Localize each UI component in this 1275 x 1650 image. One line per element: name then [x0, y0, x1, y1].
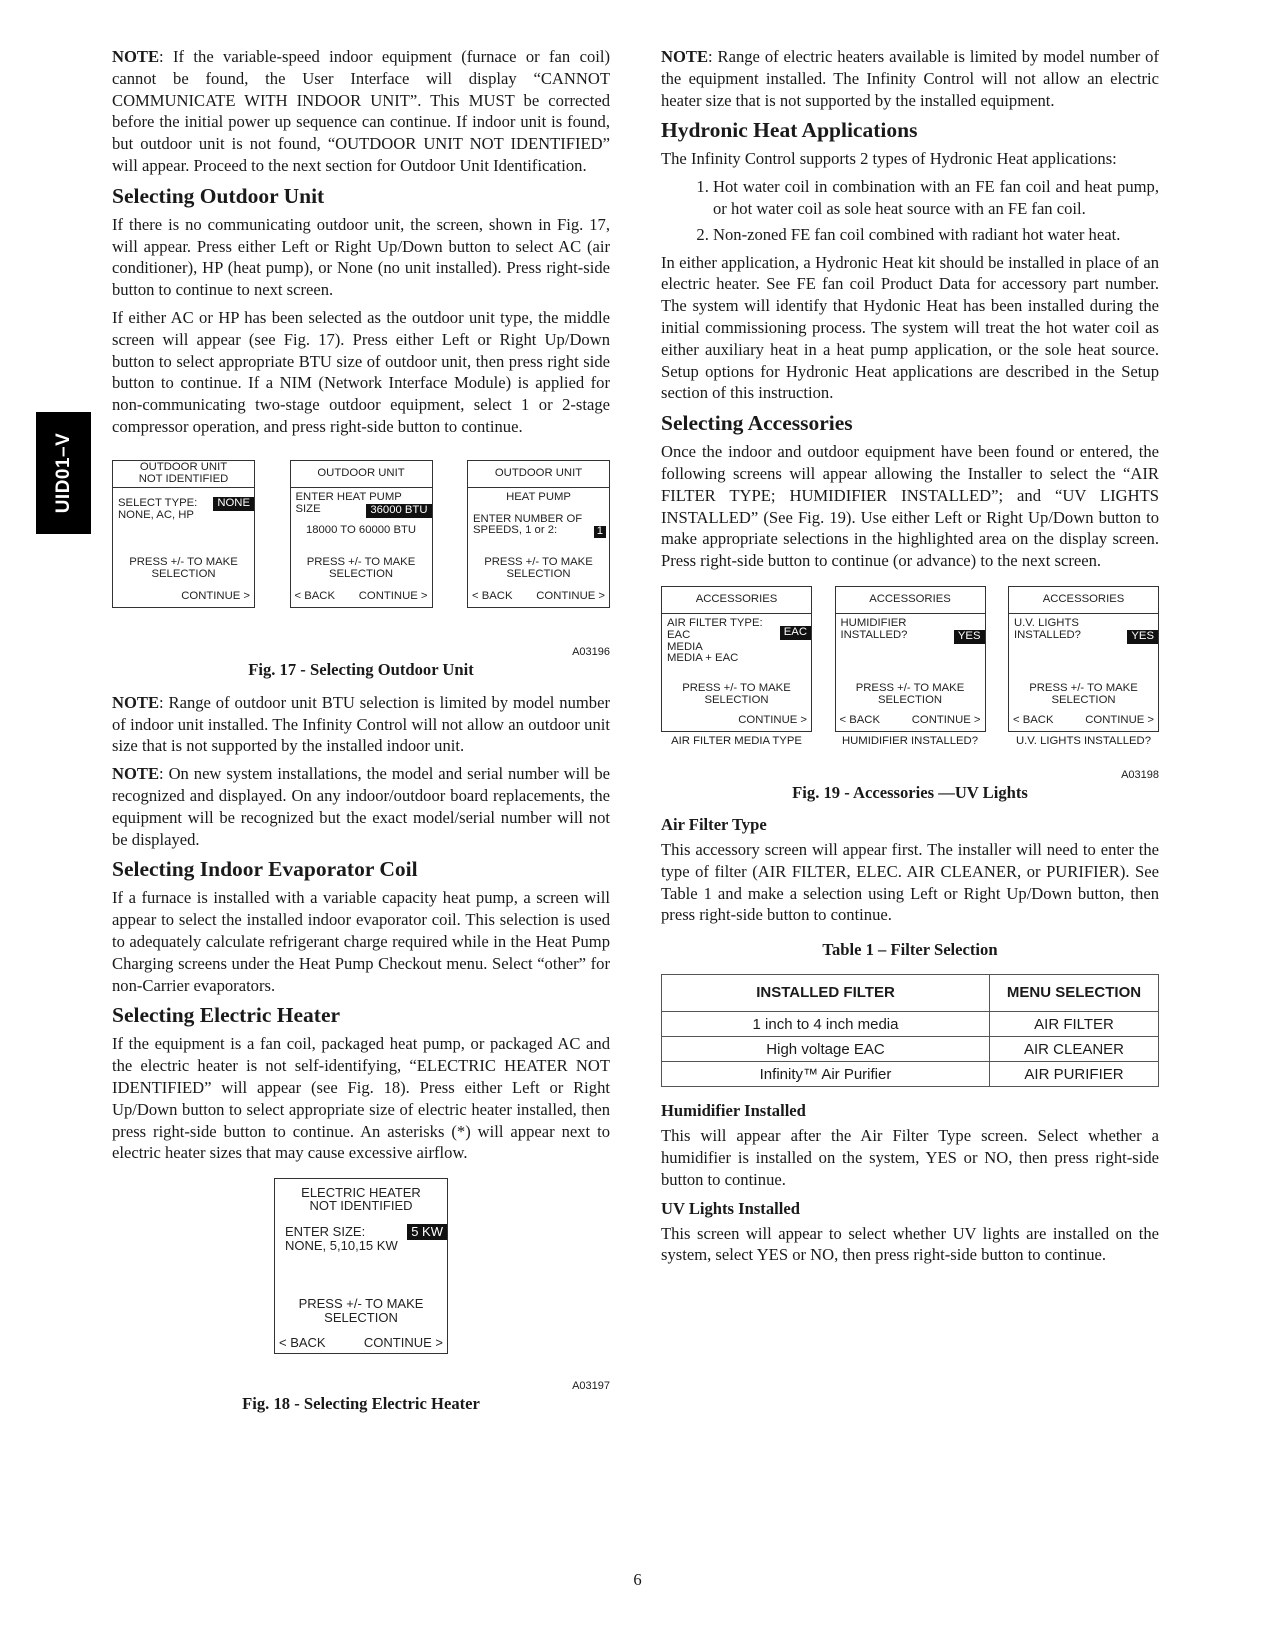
fig17-screens: [112, 460, 610, 608]
paragraph: The Infinity Control supports 2 types of Hydronic Heat applications:: [661, 149, 1117, 169]
screen-electric-heater: ELECTRIC HEATER NOT IDENTIFIED ENTER SIZE: 5 KW NONE, 5,10,15 KW PRESS +/- TO MAKE SELECTION < BACK CONTINUE >: [274, 1178, 448, 1354]
screen-humidifier: ACCESSORIES HUMIDIFIER INSTALLED? YES PRESS +/- TO MAKE SELECTION < BACK CONTINUE >: [835, 586, 986, 732]
paragraph: In either application, a Hydronic Heat kit should be installed in place of an electric heater. See FE fan coil Product Data for accessory part number. The system will identify that Hydonic Heat has been installed during the initial commissioning process. The system will treat the hot water coil as either auxiliary heat in a heat pump application, or the sole heat source. Setup options for Hydronic Heat applications are described in the Setup section of this instruction.: [661, 252, 1159, 403]
figure-id: A03196: [572, 645, 610, 658]
screen-caption: AIR FILTER MEDIA TYPE: [671, 734, 802, 747]
selected-value: 5 KW: [407, 1224, 447, 1240]
selected-value: NONE: [213, 497, 254, 511]
note-paragraph: NOTE: Range of electric heaters available is limited by model number of the equipment installed. The Infinity Control will not allow an electric heater size that is not supported by the installed equipment.: [661, 47, 1159, 110]
note-paragraph: NOTE: If the variable-speed indoor equipment (furnace or fan coil) cannot be found, the User Interface will display “CANNOT COMMUNICATE WITH INDOOR UNIT”. This MUST be corrected before the initial power up sequence can continue. If indoor unit is found, but outdoor unit is not found, “OUTDOOR UNIT NOT IDENTIFIED” will appear. Proceed to the next section for Outdoor Unit Identification.: [112, 47, 610, 175]
paragraph: This screen will appear to select whether UV lights are installed on the system, select YES or NO, then press right-side button to continue.: [661, 1223, 1159, 1265]
section-tab-label: UID01–V: [52, 432, 74, 514]
screen-outdoor-speeds: OUTDOOR UNIT HEAT PUMP ENTER NUMBER OF SPEEDS, 1 or 2: 1 PRESS +/- TO MAKE SELECTION < BACK CONTINUE >: [467, 460, 610, 608]
screen-caption: HUMIDIFIER INSTALLED?: [841, 734, 978, 747]
section-heading-hydronic: Hydronic Heat Applications: [661, 118, 918, 143]
selected-value: 1: [594, 526, 606, 538]
screen-caption: U.V. LIGHTS INSTALLED?: [1016, 734, 1151, 747]
back-button: < BACK: [472, 589, 513, 602]
table-title: Table 1 – Filter Selection: [822, 940, 998, 960]
left-column: [112, 46, 610, 1426]
back-button: < BACK: [839, 714, 880, 727]
selected-value: YES: [1127, 630, 1158, 644]
note-paragraph: NOTE: Range of outdoor unit BTU selection is limited by model number of indoor unit installed. The Infinity Control will not allow an outdoor unit size that is not supported by the installed indoor unit.: [112, 692, 610, 756]
back-button: < BACK: [1013, 714, 1054, 727]
paragraph: If either AC or HP has been selected as the outdoor unit type, the middle screen will appear (see Fig. 17). Press either Left or Right Up/Down button to select appropriate BTU size of outdoor unit, then press right side button to continue. If a NIM (Network Interface Module) is applied for non-communicating two-stage outdoor equipment, select 1 or 2-stage compressor operation, and press right-side button to continue.: [112, 307, 610, 436]
table-row: Infinity™ Air Purifier AIR PURIFIER: [662, 1062, 1159, 1087]
list-item: 2. Non-zoned FE fan coil combined with radiant hot water heat.: [713, 224, 1159, 246]
back-button: < BACK: [279, 1334, 326, 1350]
figure-caption: Fig. 19 - Accessories —UV Lights: [792, 782, 1028, 802]
paragraph: This accessory screen will appear first. The installer will need to enter the type of filter (AIR FILTER, ELEC. AIR CLEANER, or PURIFIER). See Table 1 and make a selection using Left or Right Up/Down button, then press right-side button to continue.: [661, 839, 1159, 925]
screen-uv-lights: ACCESSORIES U.V. LIGHTS INSTALLED? YES PRESS +/- TO MAKE SELECTION < BACK CONTINUE >: [1008, 586, 1159, 732]
section-heading-evaporator-coil: Selecting Indoor Evaporator Coil: [112, 857, 418, 882]
figure-id: A03198: [1121, 768, 1159, 781]
subheading-uv-lights: UV Lights Installed: [661, 1198, 800, 1218]
selected-value: YES: [954, 630, 985, 644]
section-heading-electric-heater: Selecting Electric Heater: [112, 1003, 341, 1028]
continue-button: CONTINUE >: [181, 589, 250, 602]
selected-value: EAC: [780, 626, 811, 640]
table-row: 1 inch to 4 inch media AIR FILTER: [662, 1012, 1159, 1037]
continue-button: CONTINUE >: [738, 714, 807, 727]
back-button: < BACK: [294, 589, 335, 602]
fig19-screens: [661, 586, 1159, 747]
note-paragraph: NOTE: On new system installations, the model and serial number will be recognized and displayed. On any indoor/outdoor board replacements, the equipment will be recognized but the exact model/serial number will not be displayed.: [112, 764, 610, 849]
section-heading-outdoor-unit: Selecting Outdoor Unit: [112, 183, 325, 208]
continue-button: CONTINUE >: [1085, 714, 1154, 727]
table-row: High voltage EAC AIR CLEANER: [662, 1037, 1159, 1062]
paragraph: If the equipment is a fan coil, packaged heat pump, or packaged AC and the electric heater is not self-identifying, “ELECTRIC HEATER NOT IDENTIFIED” will appear (see Fig. 18). Press either Left or Right Up/Down button to select appropriate size of electric heater installed, then press right-side button to continue. An asterisks (*) will appear next to electric heater sizes that may cause excessive airflow.: [112, 1034, 610, 1163]
paragraph: Once the indoor and outdoor equipment have been found or entered, the following screens will appear allowing the Installer to select the “AIR FILTER TYPE; HUMIDIFIER INSTALLED”; and “UV LIGHTS INSTALLED” (See Fig. 19). Use either Left or Right Up/Down button to make appropriate selections in the highlighted area on the display screen. Press right-side button to continue (or advance) to the next screen.: [661, 442, 1159, 571]
list-item: 1. Hot water coil in combination with an FE fan coil and heat pump, or hot water coil as sole heat source with an FE fan coil.: [713, 176, 1159, 220]
figure-caption: Fig. 17 - Selecting Outdoor Unit: [248, 659, 474, 679]
table-header-row: INSTALLED FILTER MENU SELECTION: [662, 975, 1159, 1012]
right-column: [661, 46, 1159, 1272]
subheading-air-filter-type: Air Filter Type: [661, 814, 767, 834]
paragraph: If a furnace is installed with a variable capacity heat pump, a screen will appear to select the installed indoor evaporator coil. This selection is used to adequately calculate refrigerant charge required while in the Heat Pump Charging screens under the Heat Pump Checkout menu. Select “other” for non-Carrier evaporators.: [112, 888, 610, 995]
subheading-humidifier: Humidifier Installed: [661, 1101, 806, 1121]
continue-button: CONTINUE >: [911, 714, 981, 727]
section-heading-accessories: Selecting Accessories: [661, 411, 853, 436]
continue-button: CONTINUE >: [363, 1334, 443, 1350]
continue-button: CONTINUE >: [358, 589, 428, 602]
section-tab: [36, 412, 91, 534]
figure-caption: Fig. 18 - Selecting Electric Heater: [242, 1394, 480, 1414]
figure-id: A03197: [572, 1380, 610, 1393]
hydronic-list: [661, 176, 1159, 245]
selected-value: 36000 BTU: [366, 504, 431, 518]
screen-air-filter: ACCESSORIES AIR FILTER TYPE: EAC EAC MEDIA MEDIA + EAC PRESS +/- TO MAKE SELECTION CONTINUE >: [661, 586, 812, 732]
continue-button: CONTINUE >: [536, 589, 605, 602]
filter-selection-table: [661, 974, 1159, 1087]
screen-outdoor-size: OUTDOOR UNIT ENTER HEAT PUMP 36000 BTU SIZE 18000 TO 60000 BTU PRESS +/- TO MAKE SELECTION < BACK CONTINUE >: [290, 460, 433, 608]
paragraph: If there is no communicating outdoor unit, the screen, shown in Fig. 17, will appear. Press either Left or Right Up/Down button to select AC (air conditioner), HP (heat pump), or None (no unit installed). Press right-side button to continue to next screen.: [112, 214, 610, 300]
page-number: 6: [633, 1570, 642, 1589]
paragraph: This will appear after the Air Filter Type screen. Select whether a humidifier is installed on the system, YES or NO, then press right-side button to continue.: [661, 1126, 1159, 1189]
screen-outdoor-not-identified: OUTDOOR UNIT NOT IDENTIFIED SELECT TYPE: NONE NONE, AC, HP PRESS +/- TO MAKE SELECTION CONTINUE >: [112, 460, 255, 608]
